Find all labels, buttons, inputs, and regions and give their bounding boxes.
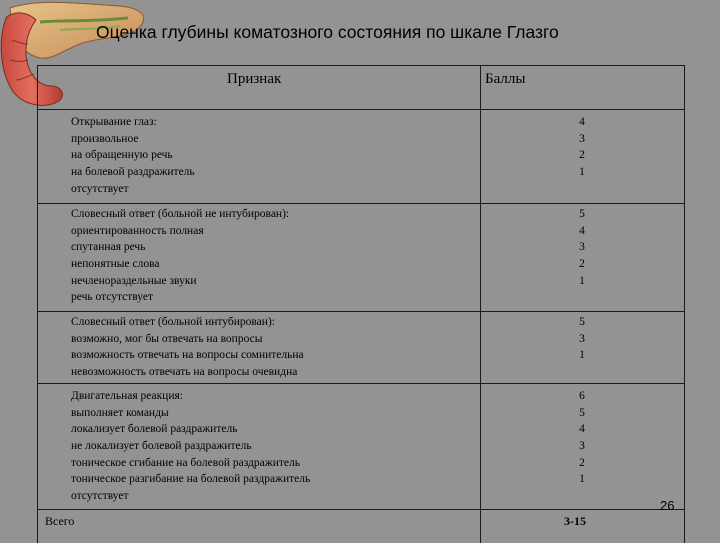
- total-value: 3-15: [564, 514, 586, 528]
- total-label: Всего: [45, 514, 75, 528]
- scores-verbal-intubated: 5 3 1: [579, 316, 585, 362]
- column-header-score: Баллы: [485, 71, 526, 87]
- scores-verbal-not-intubated: 5 4 3 2 1: [579, 208, 585, 287]
- table-row-verbal-not-intubated: Словесный ответ (больной не интубирован): ориентированность полная спутанная речь непонятные слова нечленораздельные звуки речь отсутствует: [71, 208, 290, 304]
- page-number: 26: [660, 498, 675, 513]
- table-row-motor-response: Двигательная реакция: выполняет команды локализует болевой раздражитель не локализует болевой раздражитель тоническое сгибание на болевой раздражитель тоническое разгибание на болевой раздражитель отсутствует: [71, 390, 311, 503]
- slide-title: Оценка глубины коматозного состояния по шкале Глазго: [96, 22, 559, 42]
- glasgow-score-table: [37, 65, 685, 543]
- table-row-verbal-intubated: Словесный ответ (больной интубирован): возможно, мог бы отвечать на вопросы возможность отвечать на вопросы сомнительна невозможность отвечать на вопросы очевидна: [71, 316, 304, 379]
- column-header-sign: Признак: [227, 71, 282, 87]
- scores-eye-opening: 4 3 2 1: [579, 116, 585, 179]
- scores-motor-response: 6 5 4 3 2 1: [579, 390, 585, 486]
- table-row-eye-opening: Открывание глаз: произвольное на обращенную речь на болевой раздражитель отсутствует: [71, 116, 195, 195]
